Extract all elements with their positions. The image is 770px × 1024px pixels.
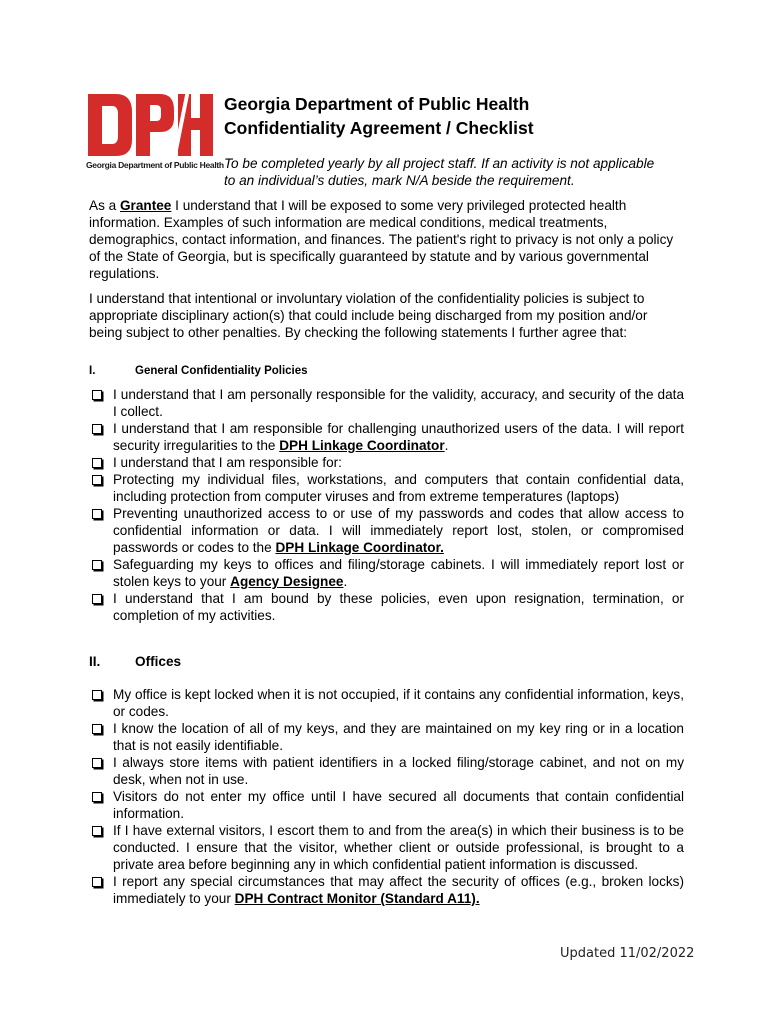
checkbox[interactable] <box>92 758 102 768</box>
dph-contract-monitor-link: DPH Contract Monitor (Standard A11). <box>234 891 480 906</box>
intro-paragraph-1 <box>89 197 684 282</box>
intro-paragraph-2: I understand that intentional or involuntary violation of the confidentiality policies is subject to appropriate disciplinary action(s) that could include being discharged from my position and/or being subject to other penalties. By checking the following statements I further agree that: <box>89 291 648 340</box>
checklist-item: If I have external visitors, I escort them to and from the area(s) in which their business is to be conducted. I ensure that the visitor, whether client or outside professional, is brought to a private area before beginning any in which confidential patient information is discussed. <box>89 822 684 873</box>
intro-p1-prefix: As a <box>89 198 120 213</box>
section-1-checklist <box>89 386 684 624</box>
intro-p1-text: I understand that I will be exposed to some very privileged protected health information. Examples of such information are medical conditions, medical treatments, demographics, contact information, and finances. The patient's right to privacy is not only a policy of the State of Georgia, but is specifically guaranteed by statute and by various governmental regulations. <box>89 198 674 281</box>
checklist-item: I understand that I am responsible for challenging unauthorized users of the data. I will report security irregularities to the DPH Linkage Coordinator. <box>89 420 684 454</box>
checklist-item: My office is kept locked when it is not occupied, if it contains any confidential information, keys, or codes. <box>89 686 684 720</box>
checkbox[interactable] <box>92 690 102 700</box>
section-1-number: I. <box>89 365 96 377</box>
logo-subtitle: Georgia Department of Public Health <box>86 160 224 170</box>
checklist-item: I know the location of all of my keys, and they are maintained on my key ring or in a location that is not easily identifiable. <box>89 720 684 754</box>
checklist-item: I understand that I am bound by these policies, even upon resignation, termination, or completion of my activities. <box>89 590 684 624</box>
checklist-item: Safeguarding my keys to offices and filing/storage cabinets. I will immediately report lost or stolen keys to your Agency Designee. <box>89 556 684 590</box>
checklist-item: Preventing unauthorized access to or use of my passwords and codes that allow access to confidential information or data. I will immediately report lost, stolen, or compromised passwords or codes to the DPH Linkage Coordinator. <box>89 505 684 556</box>
section-1-heading <box>89 365 308 377</box>
checklist-item: I always store items with patient identifiers in a locked filing/storage cabinet, and not on my desk, when not in use. <box>89 754 684 788</box>
checkbox[interactable] <box>92 826 102 836</box>
instructions-line-1: To be completed yearly by all project staff. If an activity is not applicable <box>224 156 655 171</box>
section-2-number: II. <box>89 654 101 669</box>
dph-linkage-coordinator-link: DPH Linkage Coordinator <box>279 438 445 453</box>
checkbox[interactable] <box>92 792 102 802</box>
section-2-heading <box>89 654 181 669</box>
section-1-title: General Confidentiality Policies <box>135 365 308 377</box>
checkbox[interactable] <box>92 475 102 485</box>
checkbox[interactable] <box>92 390 102 400</box>
document-title <box>224 92 534 140</box>
checkbox[interactable] <box>92 877 102 887</box>
checkbox[interactable] <box>92 560 102 570</box>
checklist-item: I report any special circumstances that may affect the security of offices (e.g., broken locks) immediately to your DPH Contract Monitor (Standard A11). <box>89 873 684 907</box>
dph-logo <box>86 90 224 180</box>
checkbox[interactable] <box>92 458 102 468</box>
section-2-checklist <box>89 686 684 907</box>
instructions-line-2: to an individual’s duties, mark N/A beside the requirement. <box>224 173 575 188</box>
checklist-item: Visitors do not enter my office until I have secured all documents that contain confidential information. <box>89 788 684 822</box>
section-2-title: Offices <box>135 654 182 669</box>
checklist-item: I understand that I am responsible for: <box>89 454 684 471</box>
checklist-item: Protecting my individual files, workstations, and computers that contain confidential data, including protection from computer viruses and from extreme temperatures (laptops) <box>89 471 684 505</box>
agency-designee-link: Agency Designee <box>230 574 344 589</box>
title-line-2: Confidentiality Agreement / Checklist <box>224 118 534 138</box>
grantee-label: Grantee <box>119 198 172 213</box>
title-line-1: Georgia Department of Public Health <box>224 94 530 114</box>
dph-logo-mark <box>86 90 216 162</box>
checklist-item: I understand that I am personally responsible for the validity, accuracy, and security of the data I collect. <box>89 386 684 420</box>
checkbox[interactable] <box>92 594 102 604</box>
checkbox[interactable] <box>92 424 102 434</box>
dph-linkage-coordinator-link: DPH Linkage Coordinator. <box>275 540 444 555</box>
instructions <box>224 155 694 189</box>
checkbox[interactable] <box>92 724 102 734</box>
updated-date: Updated 11/02/2022 <box>560 946 695 961</box>
checkbox[interactable] <box>92 509 102 519</box>
